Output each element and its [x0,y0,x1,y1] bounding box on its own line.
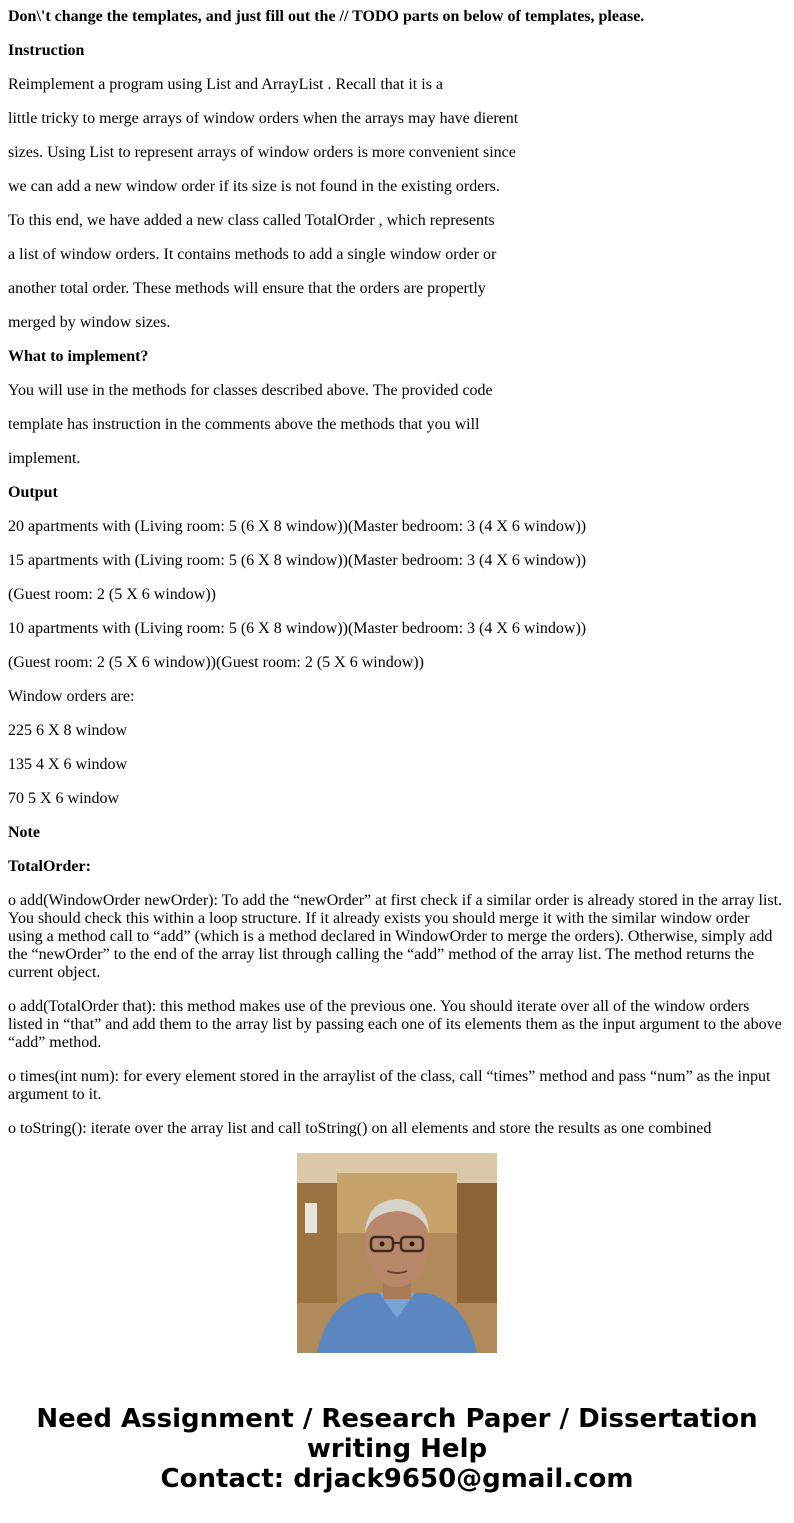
what-line: implement. [8,450,81,467]
note-paragraph: o add(TotalOrder that): this method makes use of the previous one. You should iterate over all of the window orders listed in “that” and add them to the array list by passing each one of its elements them as the input argument to the above “add” method. [8,998,782,1051]
output-line: (Guest room: 2 (5 X 6 window)) [8,586,216,603]
what-heading: What to implement? [8,348,149,365]
portrait-image [297,1153,497,1353]
intro-text: Don\'t change the templates, and just fill out the // TODO parts on below of templates, please. [8,8,645,25]
output-line: Window orders are: [8,688,135,705]
instruction-line: a list of window orders. It contains methods to add a single window order or [8,246,497,263]
what-line: template has instruction in the comments above the methods that you will [8,416,480,433]
note-paragraph: o toString(): iterate over the array list and call toString() on all elements and store the results as one combined [8,1120,712,1137]
note-paragraph: o times(int num): for every element stored in the arraylist of the class, call “times” method and pass “num” as the input argument to it. [8,1068,771,1103]
instruction-heading: Instruction [8,42,85,59]
promo-line: writing Help [306,1434,488,1464]
note-paragraph: o add(WindowOrder newOrder): To add the “newOrder” at first check if a similar order is already stored in the array list. You should check this within a loop structure. If it already exists you should merge it with the similar window order using a method call to “add” (which is a method declared in WindowOrder to merge the orders). Otherwise, simply add the “newOrder” to the end of the array list through calling the “add” method of the array list. The method returns the current object. [8,892,783,981]
totalorder-heading: TotalOrder: [8,858,91,875]
output-line: 225 6 X 8 window [8,722,128,739]
promo-contact: Contact: drjack9650@gmail.com [160,1464,634,1494]
output-line: 70 5 X 6 window [8,790,120,807]
instruction-line: we can add a new window order if its size is not found in the existing orders. [8,178,500,195]
instruction-line: Reimplement a program using List and ArrayList . Recall that it is a [8,76,444,93]
output-line: 15 apartments with (Living room: 5 (6 X 8 window))(Master bedroom: 3 (4 X 6 window)) [8,552,587,569]
instruction-line: sizes. Using List to represent arrays of window orders is more convenient since [8,144,516,161]
output-heading: Output [8,484,58,501]
instruction-line: another total order. These methods will ensure that the orders are propertly [8,280,486,297]
document-body [8,0,786,1137]
output-line: 20 apartments with (Living room: 5 (6 X 8 window))(Master bedroom: 3 (4 X 6 window)) [8,518,587,535]
instruction-line: merged by window sizes. [8,314,171,331]
author-photo [297,1153,497,1353]
output-line: 10 apartments with (Living room: 5 (6 X 8 window))(Master bedroom: 3 (4 X 6 window)) [8,620,587,637]
note-heading: Note [8,824,40,841]
output-line: 135 4 X 6 window [8,756,128,773]
instruction-line: little tricky to merge arrays of window orders when the arrays may have dierent [8,110,519,127]
output-line: (Guest room: 2 (5 X 6 window))(Guest room: 2 (5 X 6 window)) [8,654,424,671]
promo-line: Need Assignment / Research Paper / Dissertation [36,1404,758,1434]
what-line: You will use in the methods for classes described above. The provided code [8,382,493,399]
promo-banner [0,1404,794,1494]
instruction-line: To this end, we have added a new class called TotalOrder , which represents [8,212,495,229]
